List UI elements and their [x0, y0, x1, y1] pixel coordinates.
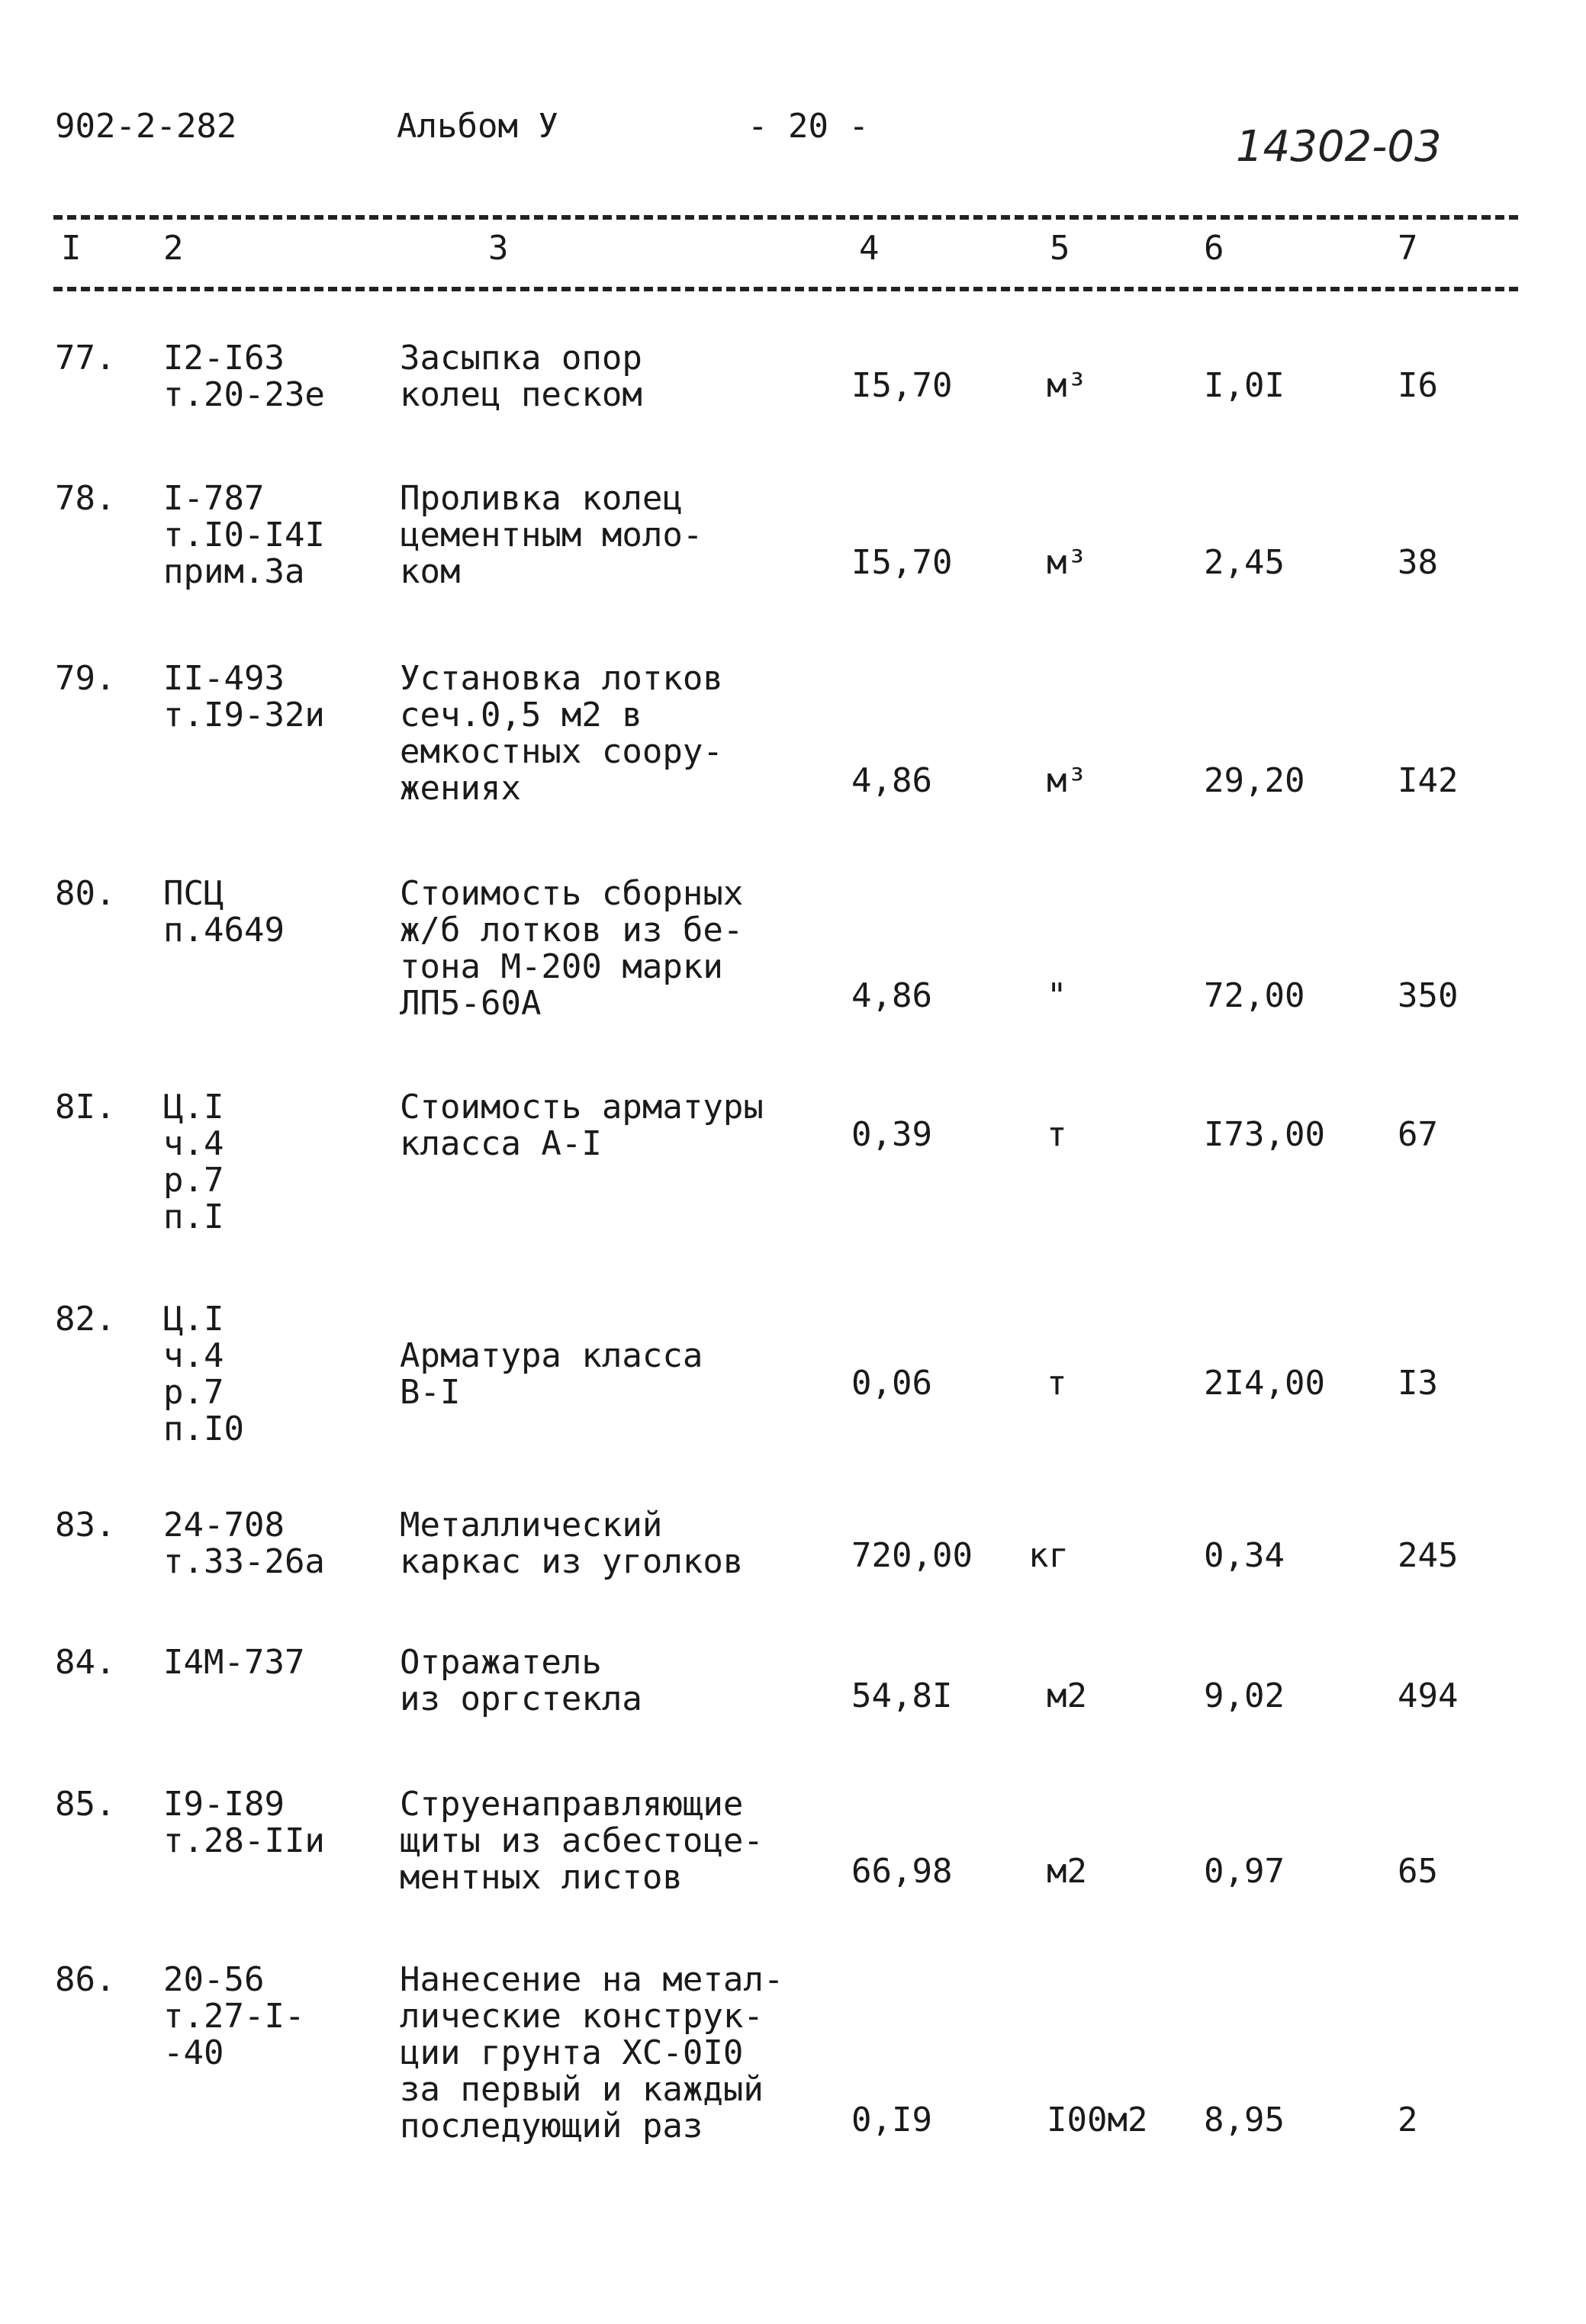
row-total: 67 [1398, 1115, 1438, 1154]
row-price: 8,95 [1204, 2101, 1285, 2139]
header-divider-bottom [53, 287, 1518, 291]
row-unit: м³ [1047, 366, 1087, 405]
row-reference: I-787 т.I0-I4I прим.3а [163, 479, 325, 591]
row-quantity: 0,39 [851, 1115, 932, 1154]
document-code: 902-2-282 [55, 107, 237, 146]
row-quantity: 4,86 [851, 976, 932, 1015]
row-number: 84. [55, 1643, 116, 1682]
row-quantity: 0,06 [851, 1364, 932, 1403]
row-number: 86. [55, 1960, 116, 1999]
column-header-3: 3 [488, 229, 509, 268]
row-number: 79. [55, 659, 116, 698]
album-label: Альбом У [397, 107, 558, 146]
row-unit: м³ [1047, 761, 1087, 800]
row-description: Установка лотков сеч.0,5 м2 в емкостных соору- жениях [400, 659, 723, 808]
row-unit: м2 [1047, 1676, 1087, 1715]
row-number: 80. [55, 874, 116, 913]
row-reference: Ц.I ч.4 р.7 п.I [163, 1088, 224, 1236]
row-unit: т [1047, 1364, 1067, 1403]
row-description: Нанесение на метал- лические конструк- ции грунта ХС-0I0 за первый и каждый последующий раз [400, 1960, 784, 2146]
column-header-4: 4 [859, 229, 880, 268]
row-number: 85. [55, 1785, 116, 1824]
row-price: 72,00 [1204, 976, 1305, 1015]
row-reference: I4М-737 [163, 1643, 305, 1682]
row-description: Металлический каркас из уголков [400, 1506, 744, 1581]
row-description: Стоимость сборных ж/б лотков из бе- тона М-200 марки ЛП5-60А [400, 874, 744, 1023]
row-reference: ПСЦ п.4649 [163, 874, 285, 950]
column-header-7: 7 [1398, 229, 1418, 268]
row-quantity: I5,70 [851, 543, 953, 582]
row-reference: II-493 т.I9-32и [163, 659, 325, 734]
column-header-2: 2 [163, 229, 184, 268]
row-number: 83. [55, 1506, 116, 1545]
row-reference: 20-56 т.27-I- -40 [163, 1960, 305, 2072]
row-unit: I00м2 [1047, 2101, 1148, 2139]
column-header-6: 6 [1204, 229, 1224, 268]
row-description: Засыпка опор колец песком [400, 339, 642, 414]
row-quantity: 54,8I [851, 1676, 953, 1715]
row-total: 494 [1398, 1676, 1459, 1715]
row-description: Арматура класса В-I [400, 1336, 703, 1412]
header-divider-top [53, 215, 1518, 220]
row-price: 2,45 [1204, 543, 1285, 582]
handwritten-number: 14302-03 [1236, 122, 1442, 172]
row-price: I,0I [1204, 366, 1285, 405]
row-price: I73,00 [1204, 1115, 1325, 1154]
row-reference: I9-I89 т.28-IIи [163, 1785, 325, 1860]
row-unit: " [1047, 976, 1067, 1015]
row-total: 350 [1398, 976, 1459, 1015]
row-reference: Ц.I ч.4 р.7 п.I0 [163, 1300, 244, 1448]
row-unit: кг [1028, 1536, 1069, 1575]
row-total: 38 [1398, 543, 1438, 582]
row-quantity: 4,86 [851, 761, 932, 800]
row-total: I3 [1398, 1364, 1438, 1403]
row-number: 77. [55, 339, 116, 378]
row-number: 8I. [55, 1088, 116, 1127]
row-description: Отражатель из оргстекла [400, 1643, 642, 1718]
row-total: I6 [1398, 366, 1438, 405]
row-unit: т [1047, 1115, 1067, 1154]
row-description: Струенаправляющие щиты из асбестоце- ментных листов [400, 1785, 764, 1897]
row-total: 245 [1398, 1536, 1459, 1575]
row-number: 82. [55, 1300, 116, 1339]
row-description: Стоимость арматуры класса А-I [400, 1088, 764, 1163]
row-description: Проливка колец цементным моло- ком [400, 479, 703, 591]
page-number: - 20 - [748, 107, 869, 146]
row-unit: м³ [1047, 543, 1087, 582]
row-total: 2 [1398, 2101, 1418, 2139]
row-reference: 24-708 т.33-26а [163, 1506, 325, 1581]
row-price: 29,20 [1204, 761, 1305, 800]
row-price: 0,97 [1204, 1852, 1285, 1891]
column-header-1: I [61, 229, 82, 268]
row-quantity: 720,00 [851, 1536, 973, 1575]
row-number: 78. [55, 479, 116, 518]
row-price: 9,02 [1204, 1676, 1285, 1715]
row-quantity: 66,98 [851, 1852, 953, 1891]
row-unit: м2 [1047, 1852, 1087, 1891]
column-header-5: 5 [1050, 229, 1070, 268]
row-total: 65 [1398, 1852, 1438, 1891]
row-total: I42 [1398, 761, 1459, 800]
row-quantity: I5,70 [851, 366, 953, 405]
row-reference: I2-I63 т.20-23е [163, 339, 325, 414]
row-price: 2I4,00 [1204, 1364, 1325, 1403]
row-price: 0,34 [1204, 1536, 1285, 1575]
row-quantity: 0,I9 [851, 2101, 932, 2139]
